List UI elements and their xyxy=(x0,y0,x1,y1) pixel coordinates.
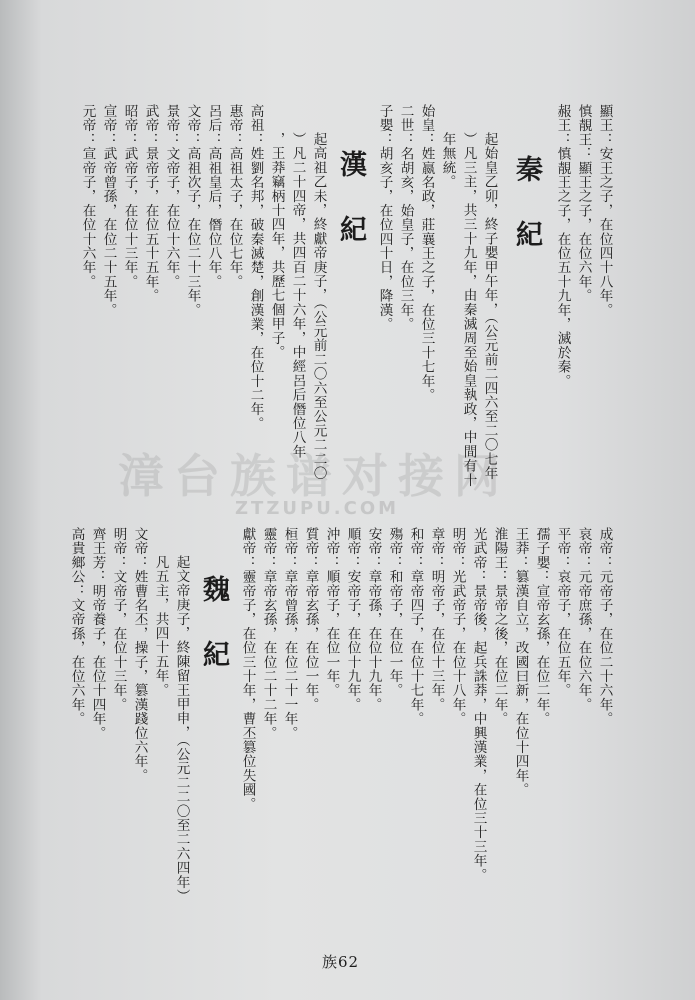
text-line: ）凡三主，共三十九年，由秦滅周至始皇執政，中間有十 xyxy=(460,132,477,487)
text-line: 成帝：元帝子，在位二十六年。 xyxy=(596,527,613,726)
text-line: 昭帝：武帝子，在位十三年。 xyxy=(121,104,138,289)
section-title-qin: 秦紀 xyxy=(511,155,542,285)
text-line: 子嬰：胡亥子，在位四十日，降漢。 xyxy=(376,104,393,332)
text-line: ，王莽竊柄十四年，共歷七個甲子。 xyxy=(268,132,285,360)
text-line: 質帝：章帝玄孫，在位一年。 xyxy=(302,527,319,712)
text-line: 高祖：姓劉名邦，破秦滅楚，創漢業，在位十二年。 xyxy=(247,104,264,431)
text-line: 景帝：文帝子，在位十六年。 xyxy=(163,104,180,289)
text-line: 桓帝：章帝曾孫，在位二十一年。 xyxy=(281,527,298,740)
text-line: 高貴鄉公：文帝孫，在位六年。 xyxy=(68,527,85,726)
text-line: 始皇：姓嬴名政，莊襄王之子，在位三十七年。 xyxy=(418,104,435,403)
text-line: 章帝：明帝子，在位十三年。 xyxy=(428,527,445,712)
watermark: 漳台族谱对接网 xyxy=(118,449,510,503)
text-line: 文帝：高祖次子，在位二十三年。 xyxy=(184,104,201,317)
text-line: 元帝：宣帝子，在位十六年。 xyxy=(79,104,96,289)
text-line: ）凡二十四帝，共四百二十六年，中經呂后僭位八年 xyxy=(289,132,306,459)
text-line: 赧王：慎靚王之子，在位五十九年，滅於秦。 xyxy=(554,104,571,388)
text-line: 淮陽王：景帝之後，在位二年。 xyxy=(491,527,508,726)
text-line: 惠帝：高祖太子，在位七年。 xyxy=(226,104,243,289)
text-line: 平帝：哀帝子，在位五年。 xyxy=(554,527,571,698)
text-line: 靈帝：章帝玄孫，在位二十二年。 xyxy=(260,527,277,740)
watermark-url: ZTZUPU.COM xyxy=(235,498,400,519)
text-line: 文帝：姓曹名丕，操子，篡漢踐位六年。 xyxy=(131,527,148,783)
section-title-han: 漢紀 xyxy=(335,150,366,280)
text-line: 起高祖乙未，終獻帝庚子，（公元前二〇六至公元二二〇 xyxy=(310,132,327,481)
text-line: 明帝：文帝子，在位十三年。 xyxy=(110,527,127,712)
text-line: 二世：名胡亥，始皇子，在位三年。 xyxy=(397,104,414,332)
page-number: 族62 xyxy=(322,953,360,971)
text-line: 和帝：章帝四子，在位十七年。 xyxy=(407,527,424,726)
text-line: 宣帝：武帝曾孫，在位二十五年。 xyxy=(100,104,117,317)
section-title-wei: 魏紀 xyxy=(198,575,229,705)
text-line: 武帝：景帝子，在位五十五年。 xyxy=(142,104,159,303)
text-line: 呂后：高祖皇后，僭位八年。 xyxy=(205,104,222,289)
text-line: 殤帝：和帝子，在位一年。 xyxy=(386,527,403,698)
text-line: 起始皇乙卯，終子嬰甲午年，（公元前二四六至二〇七年 xyxy=(481,132,498,481)
text-line: 凡五主，共四十五年。 xyxy=(152,555,169,697)
text-line: 顯王：安王之子，在位四十八年。 xyxy=(596,104,613,317)
text-line: 慎靚王：顯王之子，在位六年。 xyxy=(575,104,592,303)
text-line: 安帝：章帝孫，在位十九年。 xyxy=(365,527,382,712)
text-line: 哀帝：元帝庶孫，在位六年。 xyxy=(575,527,592,712)
text-line: 年無統。 xyxy=(439,132,456,189)
text-line: 順帝：安帝子，在位十九年。 xyxy=(344,527,361,712)
text-line: 起文帝庚子，終陳留王甲申，（公元二二〇至二六四年） xyxy=(173,555,190,904)
text-line: 王莽：篡漢自立，改國曰新，在位十四年。 xyxy=(512,527,529,797)
text-line: 明帝：光武帝子，在位十八年。 xyxy=(449,527,466,726)
text-line: 光武帝：景帝後，起兵誅莽，中興漢業，在位三十三年。 xyxy=(470,527,487,882)
text-line: 沖帝：順帝子，在位一年。 xyxy=(323,527,340,698)
text-line: 齊王芳：明帝養子，在位十四年。 xyxy=(89,527,106,740)
text-line: 獻帝：靈帝子，在位三十年，曹丕篡位失國。 xyxy=(239,527,256,811)
text-line: 孺子嬰：宣帝玄孫，在位二年。 xyxy=(533,527,550,726)
